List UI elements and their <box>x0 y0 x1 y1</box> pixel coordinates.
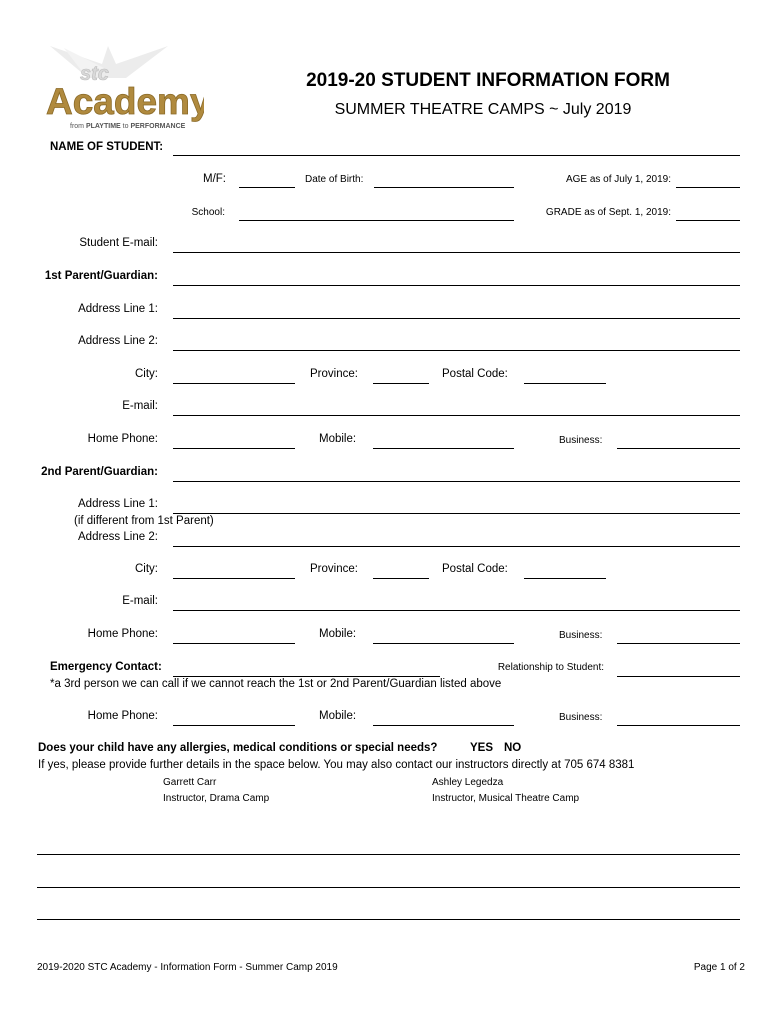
parent2-mobile-field[interactable] <box>373 643 514 644</box>
parent2-address2-label: Address Line 2: <box>78 531 158 543</box>
parent1-mobile-label: Mobile: <box>319 433 357 445</box>
instructor2-name: Ashley Legedza <box>432 777 504 788</box>
school-field[interactable] <box>239 220 514 221</box>
parent1-address1-field[interactable] <box>173 318 740 319</box>
emergency-business-label: Business: <box>559 712 603 723</box>
yes-option[interactable]: YES <box>470 742 494 754</box>
parent1-heading: 1st Parent/Guardian: <box>44 270 158 282</box>
parent1-city-field[interactable] <box>173 383 295 384</box>
parent1-address2-label: Address Line 2: <box>78 335 158 347</box>
mf-label: M/F: <box>203 173 226 185</box>
dob-field[interactable] <box>374 187 514 188</box>
parent2-business-field[interactable] <box>617 643 740 644</box>
instructor1-role: Instructor, Drama Camp <box>163 793 270 804</box>
instructor2-role: Instructor, Musical Theatre Camp <box>432 793 580 804</box>
parent2-business-label: Business: <box>559 630 603 641</box>
form-subtitle: SUMMER THEATRE CAMPS ~ July 2019 <box>334 101 632 118</box>
parent2-city-field[interactable] <box>173 578 295 579</box>
parent1-postal-field[interactable] <box>524 383 606 384</box>
details-line-2[interactable] <box>37 887 740 888</box>
medical-instructions: If yes, please provide further details in the space below. You may also contact our instructors directly at 705 674 8381 <box>38 759 635 771</box>
instructor1-name: Garrett Carr <box>163 777 217 788</box>
parent1-name-field[interactable] <box>173 285 740 286</box>
mf-field[interactable] <box>239 187 295 188</box>
emergency-mobile-label: Mobile: <box>319 710 357 722</box>
student-email-field[interactable] <box>173 252 740 253</box>
age-label: AGE as of July 1, 2019: <box>565 174 671 185</box>
dob-label: Date of Birth: <box>305 174 364 185</box>
parent2-postal-field[interactable] <box>524 578 606 579</box>
parent1-city-label: City: <box>135 368 158 380</box>
parent1-home-phone-label: Home Phone: <box>87 433 158 445</box>
parent1-address1-label: Address Line 1: <box>78 303 158 315</box>
emergency-contact-field[interactable] <box>173 676 440 677</box>
emergency-mobile-field[interactable] <box>373 725 514 726</box>
svg-text:Academy: Academy <box>46 81 204 122</box>
no-option[interactable]: NO <box>504 742 522 754</box>
parent1-province-field[interactable] <box>373 383 429 384</box>
parent1-email-field[interactable] <box>173 415 740 416</box>
parent1-mobile-field[interactable] <box>373 448 514 449</box>
parent2-address1-label: Address Line 1: <box>78 498 158 510</box>
details-line-1[interactable] <box>37 854 740 855</box>
page-number: Page 1 of 2 <box>693 962 745 973</box>
parent1-postal-label: Postal Code: <box>442 368 508 380</box>
parent2-city-label: City: <box>135 563 158 575</box>
footer-text: 2019-2020 STC Academy - Information Form - Summer Camp 2019 <box>37 962 338 973</box>
parent2-name-field[interactable] <box>173 481 740 482</box>
grade-label: GRADE as of Sept. 1, 2019: <box>545 207 671 218</box>
parent2-home-phone-label: Home Phone: <box>87 628 158 640</box>
parent2-postal-label: Postal Code: <box>442 563 508 575</box>
parent2-email-field[interactable] <box>173 610 740 611</box>
relationship-field[interactable] <box>617 676 740 677</box>
age-field[interactable] <box>676 187 740 188</box>
parent2-address-note: (if different from 1st Parent) <box>74 515 214 527</box>
parent2-address2-field[interactable] <box>173 546 740 547</box>
parent2-home-phone-field[interactable] <box>173 643 295 644</box>
emergency-business-field[interactable] <box>617 725 740 726</box>
emergency-contact-label: Emergency Contact: <box>50 661 162 673</box>
parent1-email-label: E-mail: <box>122 400 158 412</box>
school-label: School: <box>191 207 225 218</box>
grade-field[interactable] <box>676 220 740 221</box>
parent2-email-label: E-mail: <box>122 595 158 607</box>
parent1-province-label: Province: <box>310 368 358 380</box>
medical-question: Does your child have any allergies, medical conditions or special needs? <box>38 742 438 754</box>
parent1-business-label: Business: <box>559 435 603 446</box>
student-email-label: Student E-mail: <box>79 237 158 249</box>
parent1-business-field[interactable] <box>617 448 740 449</box>
emergency-home-phone-field[interactable] <box>173 725 295 726</box>
svg-text:stc: stc <box>80 63 109 85</box>
parent2-province-label: Province: <box>310 563 358 575</box>
relationship-label: Relationship to Student: <box>497 662 604 673</box>
emergency-note: *a 3rd person we can call if we cannot reach the 1st or 2nd Parent/Guardian listed above <box>50 678 502 690</box>
parent2-mobile-label: Mobile: <box>319 628 357 640</box>
parent1-home-phone-field[interactable] <box>173 448 295 449</box>
student-name-field[interactable] <box>173 155 740 156</box>
parent1-address2-field[interactable] <box>173 350 740 351</box>
academy-logo <box>44 44 204 136</box>
emergency-home-phone-label: Home Phone: <box>87 710 158 722</box>
parent2-province-field[interactable] <box>373 578 429 579</box>
parent2-address1-field[interactable] <box>173 513 740 514</box>
form-title: 2019-20 STUDENT INFORMATION FORM <box>306 70 670 91</box>
svg-text:from PLAYTIME to: from PLAYTIME to PERFORMANCE <box>70 123 186 130</box>
parent2-heading: 2nd Parent/Guardian: <box>41 466 158 478</box>
details-line-3[interactable] <box>37 919 740 920</box>
student-name-label: NAME OF STUDENT: <box>50 141 164 153</box>
